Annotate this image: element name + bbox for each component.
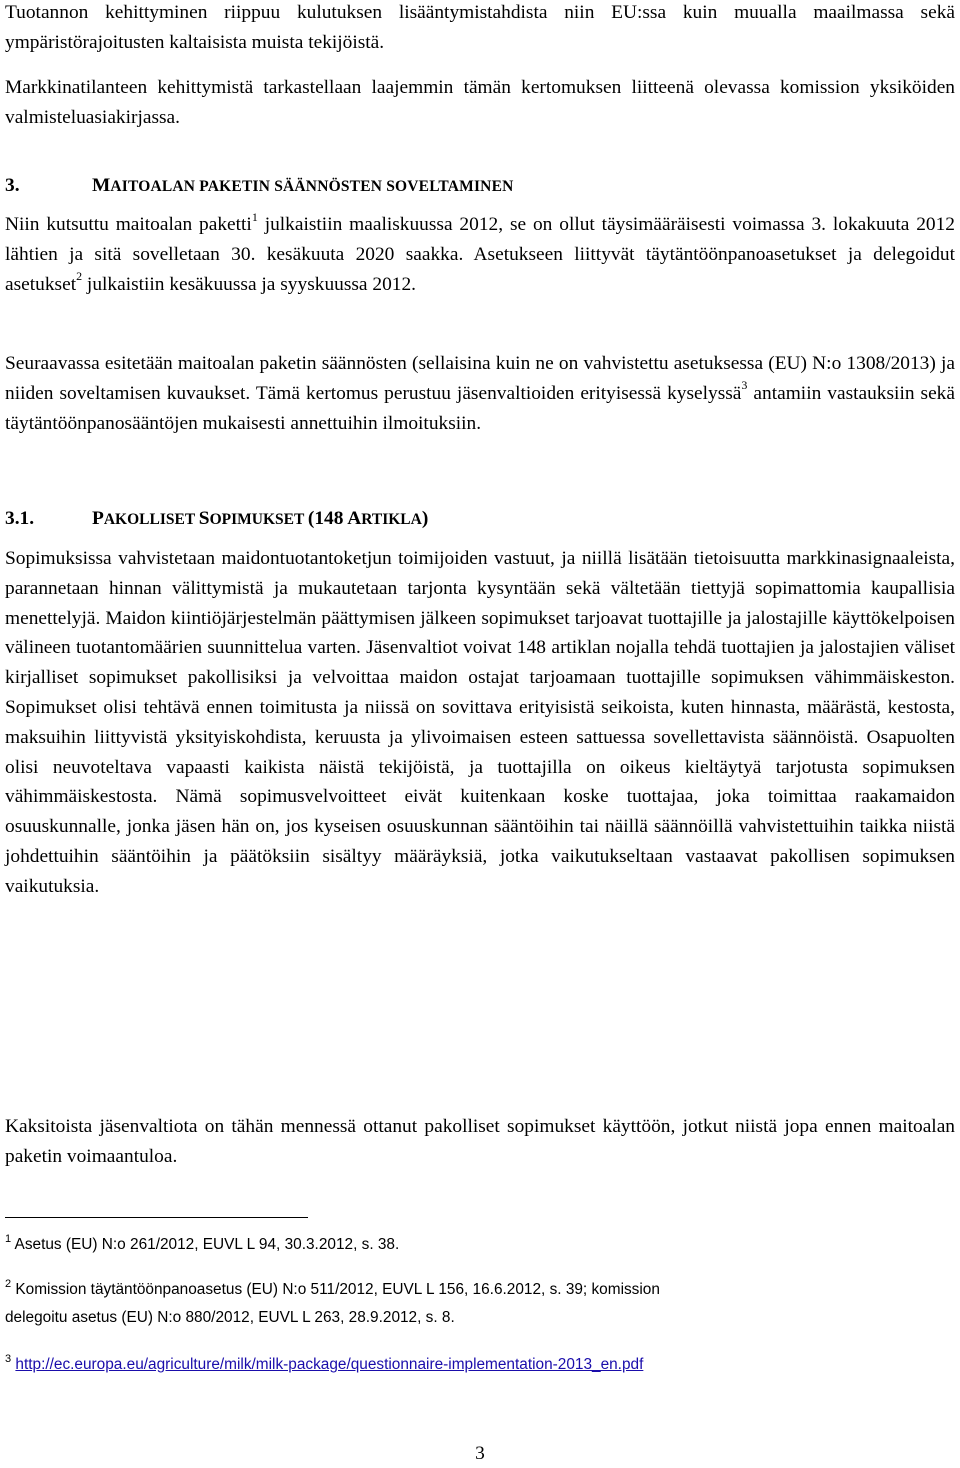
section-3-title: MAITOALAN PAKETIN SÄÄNNÖSTEN SOVELTAMINEN — [92, 175, 514, 196]
questionnaire-link[interactable]: http://ec.europa.eu/agriculture/milk/milk-package/questionnaire-implementation-2013_en.pdf — [15, 1356, 644, 1373]
paragraph-market: Markkinatilanteen kehittymistä tarkastellaan laajemmin tämän kertomuksen liitteenä olevassa komission yksiköiden valmisteluasiakirjassa. — [5, 77, 955, 128]
paragraph-contracts: Sopimuksissa vahvistetaan maidontuotantoketjun toimijoiden vastuut, ja niillä lisätään tietoisuutta markkinasignaaleista, parannetaan hinnan välittymistä ja mukautetaan tarjonta kysyntään sekä vältetään tiettyjä sopimattomia kaupallisia menettelyjä. Maidon kiintiöjärjestelmän päättymisen jälkeen sopimukset tarjoavat tuottajille ja jalostajille käyttökelpoisen välineen tuotantomäärien suunnittelua varten. Jäsenvaltiot voivat 148 artiklan nojalla tehdä tuottajien ja jalostajien väliset kirjalliset sopimukset pakollisiksi ja velvoittaa maidon ostajat tarjoamaan tuottajille sopimuksen vähimmäiskeston. Sopimukset olisi tehtävä ennen toimitusta ja niissä on sovittava erityisistä seikoista, kuten hinnasta, määrästä, kestosta, maksuihin liittyvistä yksityiskohdista, keruusta ja ylivoimaisen esteen sattuessa sovellettavista säännöistä. Osapuolten olisi neuvoteltava vapaasti kaikista näistä tekijöistä, ja tuottajilla on oikeus kieltäytyä tarjotusta sopimuksen vähimmäiskestosta. Nämä sopimusvelvoitteet eivät kuitenkaan koske tuottajaa, joka toimittaa raakamaidon osuuskunnalle, jonka jäsen hän on, jos kyseisen osuuskunnan sääntöihin tai näillä säännöillä vahvistettuihin taikka niistä johdettuihin sääntöihin ja päätöksiin sisältyy määräyksiä, jotka vaikutukseltaan vastaavat pakollisen sopimuksen vaikutuksia. — [5, 548, 955, 897]
paragraph-production: Tuotannon kehittyminen riippuu kulutuksen lisääntymistahdista niin EU:ssa kuin muualla maailmassa sekä ympäristörajoitusten kaltaisista muista tekijöistä. — [5, 2, 955, 53]
paragraph-milk-package: Niin kutsuttu maitoalan paketti$^1$ julkaistiin maaliskuussa 2012, se on ollut täysimääräisesti voimassa 3. lokakuuta 2012 lähtien ja sitä sovelletaan 30. kesäkuuta 2020 saakka. Asetukseen liittyvät täytäntöönpanoasetukset ja delegoidut asetukset$^2$ julkaistiin kesäkuussa ja syyskuussa 2012. — [5, 209, 955, 295]
section-3-1-heading — [5, 504, 955, 535]
paragraph-member-states: Kaksitoista jäsenvaltiota on tähän mennessä ottanut pakolliset sopimukset käyttöön, jotkut niistä jopa ennen maitoalan paketin voimaantuloa. — [5, 1116, 955, 1167]
page-number: 3 — [475, 1443, 485, 1464]
paragraph-description: Seuraavassa esitetään maitoalan paketin säännösten (sellaisina kuin ne on vahvistettu asetuksessa (EU) N:o 1308/2013) ja niiden soveltamisen kuvaukset. Tämä kertomus perustuu jäsenvaltioiden erityisessä kyselyssä$^3$ antamiin vastauksiin sekä täytäntöönpanosääntöjen mukaisesti annettuihin ilmoituksiin. — [5, 353, 955, 434]
footnote-ref-2[interactable]: 2 — [76, 269, 83, 284]
footnote-divider — [5, 1217, 308, 1218]
footnote-ref-3[interactable]: 3 — [741, 378, 748, 393]
footnote-ref-1[interactable]: 1 — [251, 209, 258, 224]
section-3-number: 3. — [5, 175, 20, 196]
footnote-1: $^1$ Asetus (EU) N:o 261/2012, EUVL L 94, 30.3.2012, s. 38. — [5, 1232, 400, 1253]
footnote-2: $^2$ Komission täytäntöönpanoasetus (EU) N:o 511/2012, EUVL L 156, 16.6.2012, s. 39; komission delegoitu asetus (EU) N:o 880/2012, EUVL L 263, 28.9.2012, s. 8. — [5, 1277, 660, 1326]
section-3-1-title: PAKOLLISET SOPIMUKSET (148 ARTIKLA) — [92, 508, 429, 529]
section-3-heading — [5, 171, 955, 202]
footnote-3: $^3$ http://ec.europa.eu/agriculture/milk/milk-package/questionnaire-implementation-2013_en.pdf — [5, 1352, 644, 1373]
section-3-1-number: 3.1. — [5, 508, 35, 529]
